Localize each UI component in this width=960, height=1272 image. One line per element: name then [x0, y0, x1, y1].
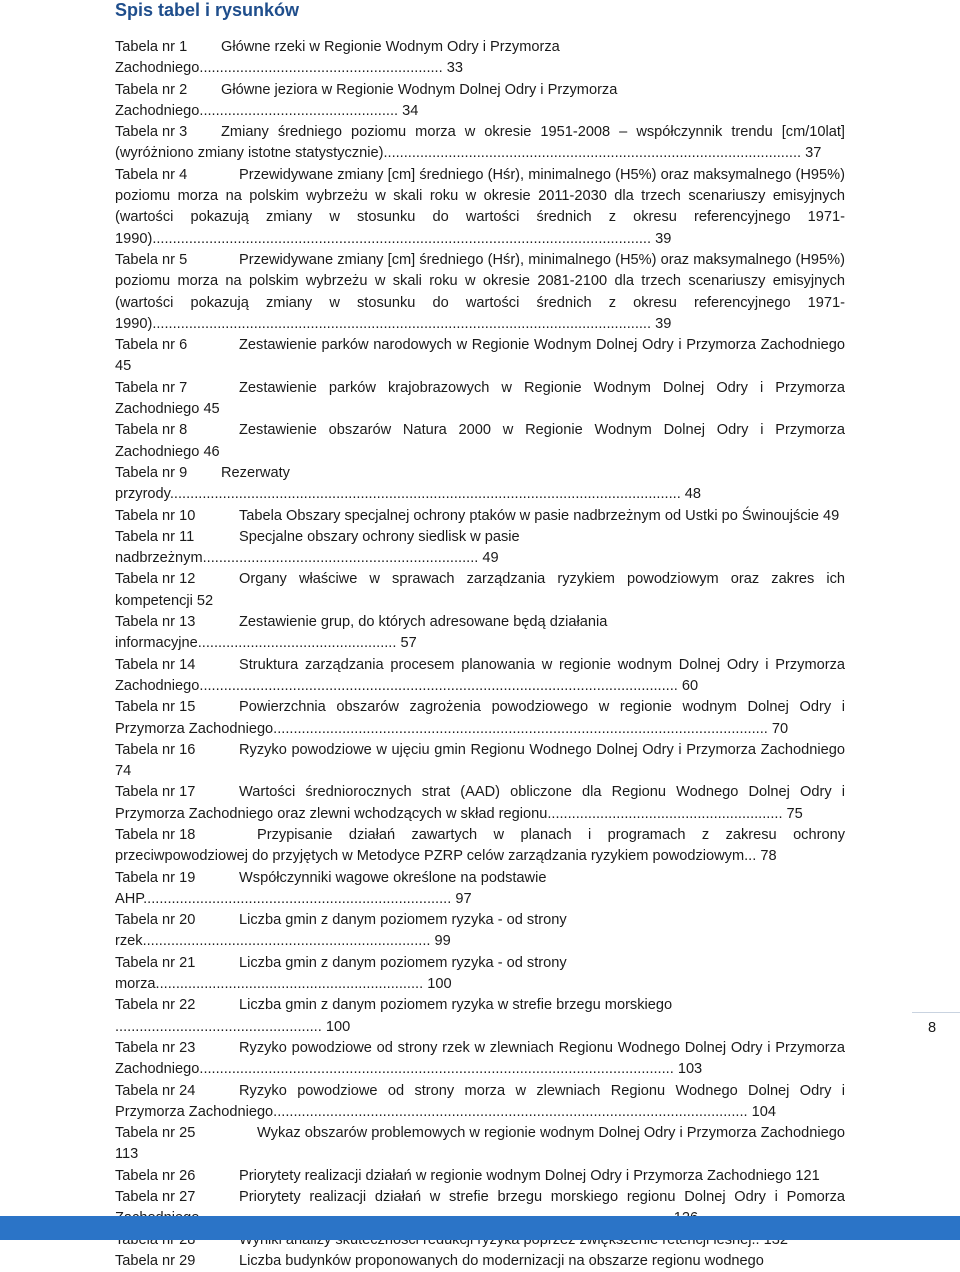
toc-entry[interactable] [115, 612, 845, 655]
toc-entry[interactable] [115, 1251, 845, 1272]
toc-entry-label: Tabela nr 22 [115, 997, 196, 1014]
toc-entry-text: Przypisanie działań zawartych w planach i programach z zakresu ochrony przeciwpowodziowej do przyjętych w Metodyce PZRP celów zarządzania ryzykiem powodziowym... 78 [115, 826, 845, 865]
toc-entry-text: Liczba gmin z danym poziomem ryzyka w strefie brzegu morskiego ................................................... 100 [115, 997, 673, 1035]
page-number: 8 [928, 1020, 937, 1036]
toc-entry-text: Główne rzeki w Regionie Wodnym Odry i Przymorza Zachodniego............................................................ 33 [115, 39, 560, 77]
toc-entry-label: Tabela nr 3 [115, 124, 188, 141]
toc-entry[interactable] [115, 697, 845, 740]
toc-entry-text: Liczba budynków proponowanych do modernizacji na obszarze regionu wodnego [239, 1252, 764, 1269]
toc-entry[interactable] [115, 165, 845, 250]
footer-band [0, 1216, 960, 1240]
page-number-divider [912, 1012, 960, 1013]
toc-entry[interactable] [115, 1081, 845, 1124]
toc-entry[interactable] [115, 655, 845, 698]
toc-entry-label: Tabela nr 8 [115, 422, 188, 439]
toc-entry-label: Tabela nr 26 [115, 1167, 196, 1184]
toc-entry-text: Ryzyko powodziowe od strony morza w zlewniach Regionu Wodnego Dolnej Odry i Przymorza Zachodniego..................................................................................................................... 104 [115, 1082, 845, 1120]
toc-entry-text: Liczba gmin z danym poziomem ryzyka - od strony rzek....................................................................... 99 [115, 912, 567, 950]
toc-entry[interactable] [115, 1123, 845, 1166]
toc-entry-label: Tabela nr 15 [115, 699, 196, 716]
toc-entry-label: Tabela nr 29 [115, 1252, 196, 1269]
toc-entry-label: Tabela nr 24 [115, 1082, 196, 1099]
toc-entry-label: Tabela nr 16 [115, 741, 196, 758]
toc-entry[interactable] [115, 420, 845, 463]
toc-entry-text: Zmiany średniego poziomu morza w okresie 1951-2008 – współczynnik trendu [cm/10lat] (wyróżniono zmiany istotne statystycznie)....................................................................................................... 37 [115, 124, 845, 162]
toc-entry[interactable] [115, 782, 845, 825]
toc-entry-text: Zestawienie obszarów Natura 2000 w Regionie Wodnym Dolnej Odry i Przymorza Zachodniego 46 [115, 422, 845, 460]
toc-entry[interactable] [115, 463, 845, 506]
toc-entry-label: Tabela nr 23 [115, 1039, 196, 1056]
toc-entry-label: Tabela nr 9 [115, 464, 188, 481]
toc-entry-label: Tabela nr 7 [115, 379, 188, 396]
toc-entry[interactable] [115, 378, 845, 421]
toc-entry-text: Struktura zarządzania procesem planowania w regionie wodnym Dolnej Odry i Przymorza Zachodniego...................................................................................................................... 60 [115, 656, 845, 694]
toc-entry-text: Wykaz obszarów problemowych w regionie wodnym Dolnej Odry i Przymorza Zachodniego 113 [115, 1125, 845, 1163]
toc-entry-text: Priorytety realizacji działań w strefie brzegu morskiego regionu Dolnej Odry i Pomorza [239, 1189, 845, 1206]
toc-entry[interactable] [115, 335, 845, 378]
toc-entry-label: Tabela nr 21 [115, 954, 196, 971]
toc-entry-label: Tabela nr 18 [115, 826, 196, 843]
toc-entry-label: Tabela nr 14 [115, 656, 196, 673]
toc-entry-text: Specjalne obszary ochrony siedlisk w pasie nadbrzeżnym.................................................................... 49 [115, 528, 520, 567]
toc-entry[interactable] [115, 80, 845, 123]
toc-entry[interactable] [115, 1038, 845, 1081]
toc-entry[interactable] [115, 527, 845, 570]
toc-entry-text: Zestawienie parków narodowych w Regionie Wodnym Dolnej Odry i Przymorza Zachodniego 45 [115, 337, 845, 375]
toc-entry-text: Zestawienie grup, do których adresowane będą działania informacyjne................................................. 57 [115, 614, 608, 652]
toc-entry[interactable] [115, 995, 845, 1038]
section-heading: Spis tabel i rysunków [115, 0, 300, 20]
toc-entry[interactable] [115, 122, 845, 165]
toc-entry[interactable] [115, 868, 845, 911]
toc-entry[interactable] [115, 506, 845, 527]
toc-entry[interactable] [115, 37, 845, 80]
table-of-tables-list [115, 37, 845, 1272]
toc-entry-text: Wartości średniorocznych strat (AAD) obliczone dla Regionu Wodnego Dolnej Odry i Przymorza Zachodniego oraz zlewni wchodzących w skład regionu.......................................................... 75 [115, 784, 845, 822]
toc-entry-label: Tabela nr 1 [115, 39, 188, 55]
toc-entry-text: Organy właściwe w sprawach zarządzania ryzykiem powodziowym oraz zakres ich kompetencji 52 [115, 571, 845, 609]
toc-entry-text: Główne jeziora w Regionie Wodnym Dolnej Odry i Przymorza Zachodniego................................................. 34 [115, 81, 618, 119]
toc-entry-text: Priorytety realizacji działań w regionie wodnym Dolnej Odry i Przymorza Zachodniego 121 [239, 1167, 820, 1184]
toc-entry-label: Tabela nr 17 [115, 784, 196, 801]
toc-entry-text: Przewidywane zmiany [cm] średniego (Hśr), minimalnego (H5%) oraz maksymalnego (H95%) poziomu morza na polskim wybrzeżu w skali roku w okresie 2011-2030 dla trzech scenariuszy emisyjnych (wartości pokazują zmiany w stosunku do wartości średnich z okresu referencyjnego 1971-1990)........................................................................................................................... 39 [115, 166, 845, 247]
toc-entry[interactable] [115, 825, 845, 868]
toc-entry-label: Tabela nr 12 [115, 571, 196, 588]
toc-entry-text: Przewidywane zmiany [cm] średniego (Hśr), minimalnego (H5%) oraz maksymalnego (H95%) poziomu morza na polskim wybrzeżu w skali roku w okresie 2081-2100 dla trzech scenariuszy emisyjnych (wartości pokazują zmiany w stosunku do wartości średnich z okresu referencyjnego 1971-1990)........................................................................................................................... 39 [115, 251, 845, 332]
toc-entry-text: Zestawienie parków krajobrazowych w Regionie Wodnym Dolnej Odry i Przymorza Zachodniego 45 [115, 379, 845, 418]
toc-entry[interactable] [115, 1166, 845, 1187]
toc-entry[interactable] [115, 740, 845, 783]
toc-entry[interactable] [115, 953, 845, 996]
toc-entry[interactable] [115, 569, 845, 612]
toc-entry-label: Tabela nr 6 [115, 337, 188, 354]
toc-entry-text: Tabela Obszary specjalnej ochrony ptaków w pasie nadbrzeżnym od Ustki po Świnoujście 49 [239, 507, 840, 524]
toc-entry-label: Tabela nr 5 [115, 251, 188, 268]
toc-entry-label: Tabela nr 27 [115, 1189, 196, 1206]
toc-entry-label: Tabela nr 20 [115, 912, 196, 929]
toc-entry-label: Tabela nr 19 [115, 869, 196, 886]
toc-entry-label: Tabela nr 25 [115, 1125, 196, 1142]
toc-entry-text: Powierzchnia obszarów zagrożenia powodziowego w regionie wodnym Dolnej Odry i Przymorza Zachodniego.......................................................................................................................... 70 [115, 699, 845, 737]
toc-entry-text: Ryzyko powodziowe od strony rzek w zlewniach Regionu Wodnego Dolnej Odry i Przymorza Zachodniego..................................................................................................................... 103 [115, 1039, 845, 1078]
toc-entry-text: Ryzyko powodziowe w ujęciu gmin Regionu Wodnego Dolnej Odry i Przymorza Zachodniego 74 [115, 741, 845, 780]
toc-entry-label: Tabela nr 13 [115, 614, 196, 631]
toc-entry-label: Tabela nr 10 [115, 507, 196, 524]
toc-entry-text: Rezerwaty przyrody.............................................................................................................................. 48 [115, 464, 702, 503]
toc-entry-label: Tabela nr 11 [115, 528, 195, 545]
toc-entry-label: Tabela nr 2 [115, 81, 188, 98]
toc-entry[interactable] [115, 910, 845, 953]
toc-entry-text: Współczynniki wagowe określone na podstawie AHP............................................................................ 97 [115, 869, 547, 907]
toc-entry-text: Liczba gmin z danym poziomem ryzyka - od strony morza.................................................................. 100 [115, 954, 567, 993]
toc-entry[interactable] [115, 250, 845, 335]
toc-entry-label: Tabela nr 4 [115, 166, 188, 183]
